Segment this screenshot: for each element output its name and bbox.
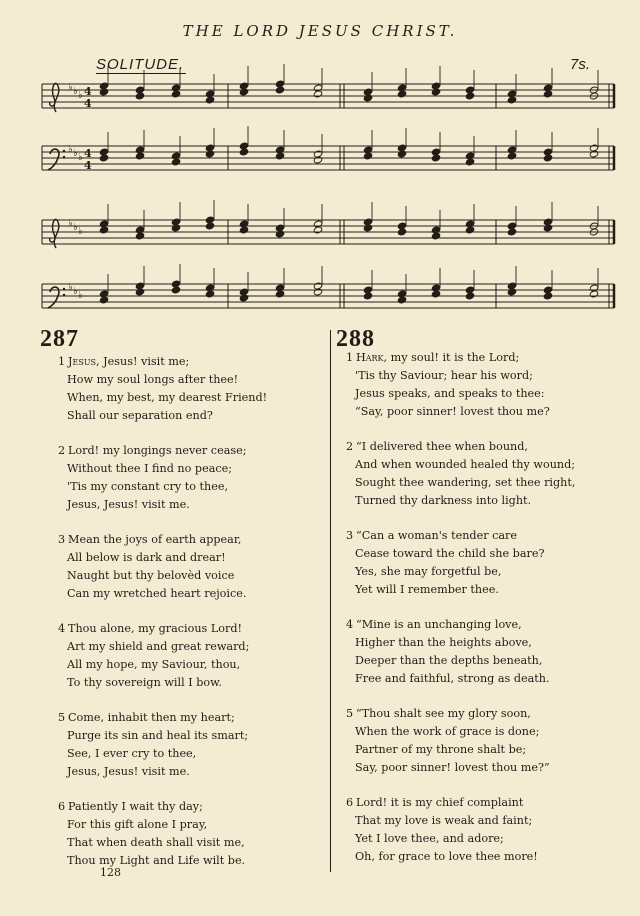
- verse-line-text: Art my shield and great reward;: [67, 640, 250, 653]
- note-head: [543, 84, 552, 92]
- verse-line-text: Patiently I wait thy day;: [68, 800, 203, 813]
- stanza-number: 5: [346, 707, 354, 720]
- note-head: [363, 218, 372, 226]
- verse-line: [346, 492, 575, 510]
- note-head: [99, 148, 108, 156]
- note-head: [99, 220, 108, 228]
- verse-line-text: Thou my Light and Life wilt be.: [67, 854, 246, 867]
- verse-line: [58, 638, 267, 656]
- verse-line: [58, 407, 267, 425]
- verse-line: [58, 674, 267, 692]
- verse-line-text: That when death shall visit me,: [67, 836, 245, 849]
- note-head: [135, 146, 144, 154]
- hymn-number-287: 287: [40, 326, 79, 352]
- verse-line-text: Higher than the heights above,: [355, 636, 532, 649]
- note-head: [397, 84, 406, 92]
- verse-line-text: Lord! it is my chief complaint: [356, 796, 524, 809]
- note-head: [171, 152, 180, 160]
- stanza: [346, 438, 575, 510]
- note-head: [507, 90, 516, 98]
- verse-line: [58, 727, 267, 745]
- verse-line-text: Partner of my throne shalt be;: [355, 743, 527, 756]
- verse-line: [346, 616, 575, 634]
- note-head: [205, 216, 214, 224]
- verse-line: [58, 816, 267, 834]
- verse-line: [58, 478, 267, 496]
- stanza: [58, 620, 267, 692]
- verse-line: [58, 585, 267, 603]
- stanza-number: 4: [346, 618, 354, 631]
- stanza: [346, 527, 575, 599]
- verse-line: [346, 723, 575, 741]
- flat-sign-icon: ♭: [78, 152, 83, 163]
- note-head: [363, 88, 372, 96]
- running-title: THE LORD JESUS CHRIST.: [182, 22, 458, 40]
- verse-line-text: Mean the joys of earth appear,: [68, 533, 242, 546]
- time-signature-top: 4: [84, 85, 92, 98]
- verse-line-text: Deeper than the depths beneath,: [355, 654, 543, 667]
- stanza-number: 2: [58, 444, 66, 457]
- verse-line: [346, 830, 575, 848]
- stanza-lead-word: Jesus,: [68, 355, 100, 368]
- note-head: [397, 222, 406, 230]
- verse-line-text: Naught but thy belovèd voice: [67, 569, 235, 582]
- flat-sign-icon: ♭: [78, 290, 83, 301]
- note-head: [135, 282, 144, 290]
- note-head: [313, 220, 322, 228]
- verse-line: [58, 549, 267, 567]
- verse-line: [346, 705, 575, 723]
- verse-line: [346, 812, 575, 830]
- stanza: [58, 531, 267, 603]
- note-head: [239, 142, 248, 150]
- note-head: [205, 90, 214, 98]
- note-head: [275, 80, 284, 88]
- verse-line-text: Thou alone, my gracious Lord!: [68, 622, 243, 635]
- flat-sign-icon: ♭: [68, 82, 73, 93]
- note-head: [239, 220, 248, 228]
- verse-line-text: Sought thee wandering, set thee right,: [355, 476, 576, 489]
- verse-line-text: Yet will I remember thee.: [355, 583, 499, 596]
- verse-line-text: Cease toward the child she bare?: [355, 547, 545, 560]
- flat-sign-icon: ♭: [78, 90, 83, 101]
- note-head: [397, 144, 406, 152]
- note-head: [543, 218, 552, 226]
- stanza-number: 2: [346, 440, 354, 453]
- verse-line: [346, 794, 575, 812]
- verse-line-text: When, my best, my dearest Friend!: [67, 391, 268, 404]
- stanza: [346, 794, 575, 866]
- verse-line-text: “Say, poor sinner! lovest thou me?: [355, 405, 550, 418]
- verse-line: [58, 353, 267, 371]
- verse-line-text: All below is dark and drear!: [67, 551, 226, 564]
- note-head: [135, 86, 144, 94]
- column-divider: [330, 330, 331, 872]
- verse-line: [346, 848, 575, 866]
- verse-line-text: Free and faithful, strong as death.: [355, 672, 550, 685]
- verse-line: [58, 531, 267, 549]
- verse-line-text: 'Tis my constant cry to thee,: [67, 480, 229, 493]
- verse-line-text: When the work of grace is done;: [355, 725, 540, 738]
- stanza: [58, 353, 267, 425]
- verse-line: [346, 670, 575, 688]
- flat-sign-icon: ♭: [78, 226, 83, 237]
- meter-label: 7s.: [570, 56, 591, 73]
- verse-line: [346, 474, 575, 492]
- verse-line-text: Can my wretched heart rejoice.: [67, 587, 247, 600]
- stanza: [58, 442, 267, 514]
- verse-line: [346, 403, 575, 421]
- verse-line: [58, 442, 267, 460]
- note-head: [465, 86, 474, 94]
- note-head: [135, 226, 144, 234]
- verse-line-text: 'Tis thy Saviour; hear his word;: [355, 369, 533, 382]
- note-head: [431, 226, 440, 234]
- note-head: [507, 222, 516, 230]
- stanza-number: 3: [58, 533, 66, 546]
- note-head: [239, 82, 248, 90]
- note-head: [431, 82, 440, 90]
- note-head: [465, 152, 474, 160]
- note-head: [171, 84, 180, 92]
- verse-line-text: Jesus, Jesus! visit me.: [67, 765, 190, 778]
- verse-line-text: Turned thy darkness into light.: [355, 494, 532, 507]
- note-head: [313, 84, 322, 92]
- flat-sign-icon: ♭: [73, 86, 78, 97]
- verse-line-text: “I delivered thee when bound,: [356, 440, 528, 453]
- note-head: [99, 82, 108, 90]
- note-head: [171, 218, 180, 226]
- verse-line: [58, 798, 267, 816]
- verse-line-text: Say, poor sinner! lovest thou me?”: [355, 761, 550, 774]
- verse-line: [346, 634, 575, 652]
- verse-line-text: Without thee I find no peace;: [67, 462, 233, 475]
- verse-line-text: Come, inhabit then my heart;: [68, 711, 235, 724]
- note-head: [275, 146, 284, 154]
- note-head: [275, 224, 284, 232]
- note-head: [431, 148, 440, 156]
- note-head: [205, 284, 214, 292]
- verse-line-text: “Mine is an unchanging love,: [356, 618, 522, 631]
- verse-line-text: All my hope, my Saviour, thou,: [67, 658, 241, 671]
- note-head: [363, 146, 372, 154]
- stanza-lead-word: Hark,: [356, 351, 388, 364]
- music-score: [0, 0, 640, 330]
- stanza: [346, 705, 575, 777]
- note-head: [171, 280, 180, 288]
- bass-clef-dot: [63, 156, 65, 158]
- verse-line: [58, 763, 267, 781]
- time-signature-bottom: 4: [84, 97, 92, 110]
- note-head: [589, 144, 598, 152]
- verse-line: [58, 460, 267, 478]
- stanza-number: 3: [346, 529, 354, 542]
- verse-line-text: “Can a woman's tender care: [356, 529, 518, 542]
- verse-line: [58, 709, 267, 727]
- stanza-number: 6: [58, 800, 66, 813]
- verse-line: [346, 581, 575, 599]
- note-head: [543, 286, 552, 294]
- bass-clef-dot: [63, 294, 65, 296]
- verse-line-text: Jesus, Jesus! visit me.: [67, 498, 190, 511]
- verse-line: [346, 741, 575, 759]
- verse-line: [58, 620, 267, 638]
- hymn-number-288: 288: [336, 326, 375, 352]
- note-head: [507, 282, 516, 290]
- verse-line: [58, 389, 267, 407]
- verse-line: [346, 349, 575, 367]
- verse-line: [58, 852, 267, 870]
- verse-line-text: Yet I love thee, and adore;: [355, 832, 504, 845]
- flat-sign-icon: ♭: [73, 148, 78, 159]
- verse-line-text: Shall our separation end?: [67, 409, 213, 422]
- verse-line-text: Lord! my longings never cease;: [68, 444, 247, 457]
- verse-line-text: See, I ever cry to thee,: [67, 747, 197, 760]
- stanza: [346, 349, 575, 421]
- stanza-number: 5: [58, 711, 66, 724]
- note-head: [543, 148, 552, 156]
- note-head: [239, 288, 248, 296]
- time-signature-top: 4: [84, 147, 92, 160]
- flat-sign-icon: ♭: [68, 144, 73, 155]
- verse-line-text: Purge its sin and heal its smart;: [67, 729, 249, 742]
- hymn-288-text: [346, 349, 575, 883]
- note-head: [465, 286, 474, 294]
- note-head: [363, 286, 372, 294]
- verse-line-text: And when wounded healed thy wound;: [355, 458, 576, 471]
- hymn-287-text: [58, 353, 267, 887]
- verse-line-text: To thy sovereign will I bow.: [67, 676, 222, 689]
- verse-line: [58, 496, 267, 514]
- bass-clef-dot: [63, 288, 65, 290]
- time-signature-bottom: 4: [84, 159, 92, 172]
- verse-line-text: That my love is weak and faint;: [355, 814, 533, 827]
- verse-line: [58, 656, 267, 674]
- verse-line: [58, 567, 267, 585]
- stanza: [58, 798, 267, 870]
- verse-line-text: my soul! it is the Lord;: [390, 351, 520, 364]
- verse-line: [346, 438, 575, 456]
- note-head: [397, 290, 406, 298]
- stanza-number: 1: [346, 351, 354, 364]
- verse-line: [58, 834, 267, 852]
- verse-line: [346, 652, 575, 670]
- flat-sign-icon: ♭: [73, 286, 78, 297]
- verse-line: [346, 456, 575, 474]
- verse-line: [346, 545, 575, 563]
- page-number: 128: [100, 866, 121, 879]
- verse-line-text: Jesus! visit me;: [103, 355, 190, 368]
- verse-line: [346, 759, 575, 777]
- tune-name: SOLITUDE.: [96, 56, 185, 73]
- note-head: [313, 150, 322, 158]
- note-head: [99, 290, 108, 298]
- verse-line-text: Yes, she may forgetful be,: [355, 565, 502, 578]
- verse-line: [58, 371, 267, 389]
- verse-line: [346, 527, 575, 545]
- verse-line-text: Jesus speaks, and speaks to thee:: [355, 387, 545, 400]
- flat-sign-icon: ♭: [68, 282, 73, 293]
- stanza: [346, 616, 575, 688]
- verse-line-text: “Thou shalt see my glory soon,: [356, 707, 531, 720]
- verse-line-text: Oh, for grace to love thee more!: [355, 850, 538, 863]
- note-head: [589, 284, 598, 292]
- stanza-number: 1: [58, 355, 66, 368]
- bass-clef-dot: [63, 150, 65, 152]
- note-head: [507, 146, 516, 154]
- note-head: [465, 220, 474, 228]
- note-head: [275, 284, 284, 292]
- verse-line-text: For this gift alone I pray,: [67, 818, 208, 831]
- verse-line: [346, 367, 575, 385]
- note-head: [205, 144, 214, 152]
- flat-sign-icon: ♭: [68, 218, 73, 229]
- flat-sign-icon: ♭: [73, 222, 78, 233]
- verse-line: [346, 563, 575, 581]
- stanza-number: 4: [58, 622, 66, 635]
- stanza: [58, 709, 267, 781]
- verse-line: [346, 385, 575, 403]
- note-head: [313, 282, 322, 290]
- verse-line-text: How my soul longs after thee!: [67, 373, 239, 386]
- note-head: [431, 284, 440, 292]
- stanza-number: 6: [346, 796, 354, 809]
- verse-line: [58, 745, 267, 763]
